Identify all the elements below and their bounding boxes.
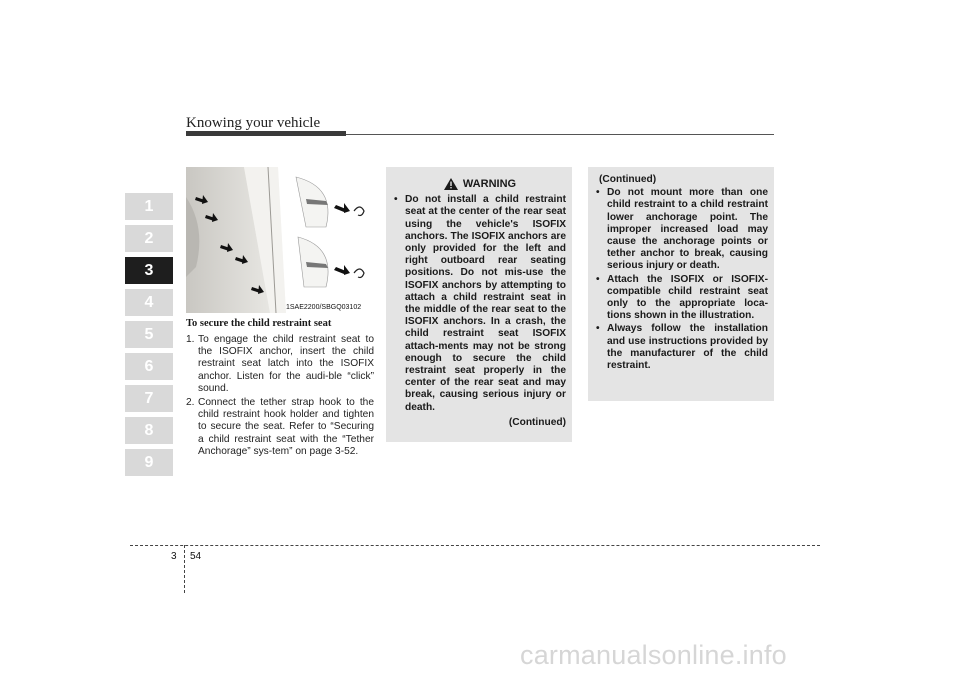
continued-bullet	[596, 323, 768, 372]
instruction-step	[186, 397, 374, 458]
footer-divider	[184, 545, 185, 593]
isofix-illustration	[186, 167, 372, 313]
instruction-step	[186, 334, 374, 395]
bullet-dot: •	[596, 323, 600, 335]
step-text: Connect the tether strap hook to the child restraint hook holder and tighten to secure the seat. Refer to “Securing a child restraint seat with the “Tether Anchorage” sys-tem” on page 3-52.	[198, 397, 374, 457]
step-number: 1.	[186, 334, 195, 345]
isofix-illustration-svg	[186, 167, 372, 313]
continued-bullet-text: Attach the ISOFIX or ISOFIX-compatible child restraint seat only to the appropriate loca-tions shown in the illustration.	[607, 273, 768, 322]
warning-box	[386, 167, 572, 442]
continued-bullet	[596, 274, 768, 323]
warning-title: WARNING	[462, 178, 517, 190]
header-rule-thin	[346, 134, 774, 135]
warning-bullet	[394, 194, 566, 414]
watermark: carmanualsonline.info	[520, 640, 787, 670]
page-number: 54	[190, 551, 202, 562]
continued-bullet	[596, 187, 768, 272]
chapter-tab-2[interactable]: 2	[125, 225, 173, 252]
chapter-tab-9[interactable]: 9	[125, 449, 173, 476]
chapter-tab-7[interactable]: 7	[125, 385, 173, 412]
chapter-tab-5[interactable]: 5	[125, 321, 173, 348]
section-heading: To secure the child restraint seat	[186, 318, 332, 329]
chapter-tab-6[interactable]: 6	[125, 353, 173, 380]
continued-bullet-text: Always follow the installation and use instructions provided by the manufacturer of the child restraint.	[607, 323, 768, 372]
footer-rule	[130, 545, 820, 546]
page-header-title: Knowing your vehicle	[186, 115, 321, 131]
continued-warning-box	[588, 167, 774, 401]
page-chapter-number: 3	[171, 551, 177, 562]
bullet-dot: •	[394, 194, 398, 206]
chapter-tab-1[interactable]: 1	[125, 193, 173, 220]
continued-bullet-text: Do not mount more than one child restraint to a child restraint lower anchorage point. The improper increased load may cause the anchorage points or tether anchor to break, causing serious injury or death.	[607, 187, 768, 272]
warning-header	[394, 178, 566, 190]
header-rule-thick	[186, 131, 346, 136]
warning-continued: (Continued)	[508, 416, 566, 428]
instruction-steps	[186, 334, 374, 458]
bullet-dot: •	[596, 273, 600, 285]
continued-heading: (Continued)	[599, 174, 657, 185]
chapter-tabs	[125, 193, 173, 481]
warning-triangle-icon	[444, 178, 458, 190]
chapter-tab-8[interactable]: 8	[125, 417, 173, 444]
chapter-tab-3[interactable]: 3	[125, 257, 173, 284]
step-text: To engage the child restraint seat to the ISOFIX anchor, insert the child restraint seat latch into the ISOFIX anchor. Listen for the audi-ble “click” sound.	[198, 334, 374, 394]
instructions-column	[186, 318, 374, 460]
bullet-dot: •	[596, 187, 600, 199]
chapter-tab-4[interactable]: 4	[125, 289, 173, 316]
warning-bullet-text: Do not install a child restraint seat at the center of the rear seat using the vehicle's ISOFIX anchors. The ISOFIX anchors are only provided for the left and right outboard rear seating positions. Do not mis-use the ISOFIX anchors by attempting to attach a child restraint seat in the middle of the rear seat to the ISOFIX anchors. In a crash, the child restraint seat ISOFIX attach-ments may not be strong enough to secure the child restraint seat properly in the center of the rear seat and may break, causing serious injury or death.	[405, 194, 566, 413]
step-number: 2.	[186, 397, 195, 409]
figure-caption: 1SAE2200/SBGQ03102	[286, 303, 372, 312]
